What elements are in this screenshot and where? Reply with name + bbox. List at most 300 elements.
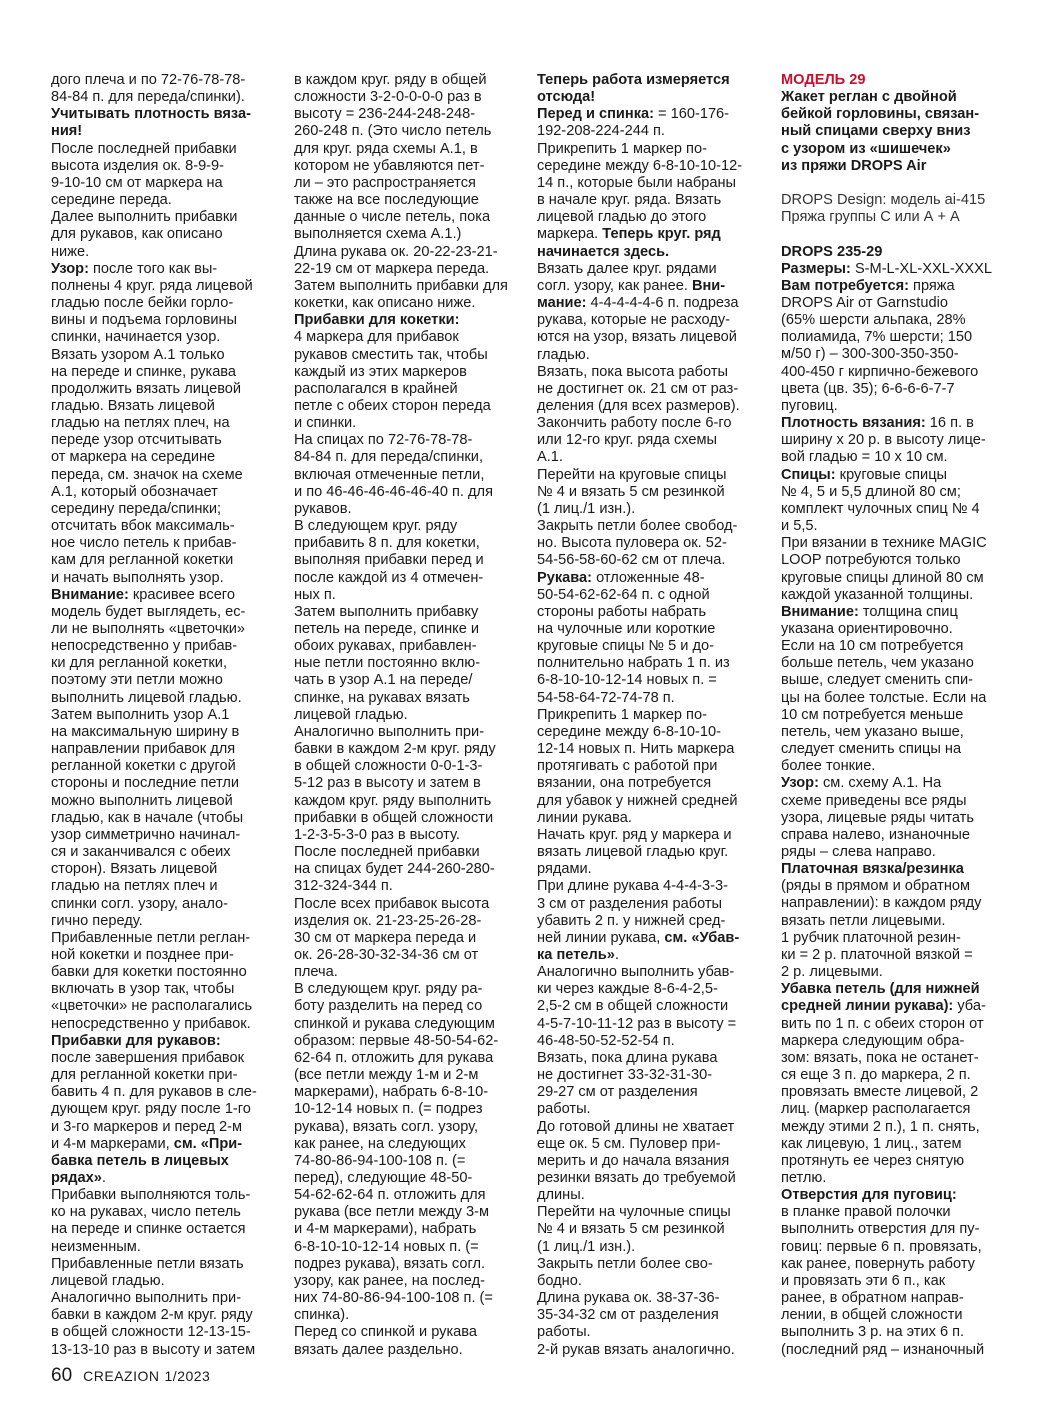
text-line xyxy=(537,827,761,844)
text-line xyxy=(294,432,518,449)
bold-text-run: Вни- xyxy=(691,277,726,294)
text-run: полнены 4 круг. ряда лицевой xyxy=(51,277,253,294)
text-line xyxy=(294,587,518,604)
text-run: прибавить 8 п. для кокетки, xyxy=(294,535,480,552)
text-line xyxy=(51,998,275,1015)
text-run: комплект чулочных спиц № 4 xyxy=(781,500,980,517)
text-line xyxy=(51,535,275,552)
text-run: гладью на петлях плеч, на xyxy=(51,415,230,432)
text-run: линии рукава. xyxy=(537,809,632,826)
text-line xyxy=(781,998,1013,1015)
text-line xyxy=(781,518,1013,535)
text-run: петель на переде, спинке и xyxy=(294,621,480,637)
text-run: боту разделить на перед со xyxy=(294,998,483,1015)
text-run: как лицевую, 1 лиц., затем xyxy=(781,1135,962,1152)
text-line xyxy=(51,827,275,844)
text-line xyxy=(51,158,275,175)
text-run: гладью. xyxy=(537,346,590,363)
text-line xyxy=(51,981,275,998)
text-line xyxy=(51,1204,275,1221)
text-run: вой гладью = 10 х 10 см. xyxy=(781,449,948,466)
text-run: круговые спицы длиной 80 см xyxy=(781,569,984,586)
text-line xyxy=(294,1136,518,1153)
text-line xyxy=(294,707,518,724)
text-run: Аналогично выполнить при- xyxy=(294,723,485,740)
design-info-text: DROPS Design: модель ai-415 xyxy=(781,192,986,209)
text-line xyxy=(781,158,1013,175)
text-line xyxy=(51,1324,275,1341)
text-line xyxy=(537,72,761,89)
text-line xyxy=(294,1084,518,1101)
text-run: Перейти на круговые спицы xyxy=(537,466,727,483)
text-line xyxy=(781,552,1013,569)
text-line xyxy=(537,1342,761,1359)
text-run: не достигнет 33-32-31-30- xyxy=(537,1067,713,1084)
text-run: № 4 и вязать 5 см резинкой xyxy=(537,483,725,500)
bold-text-run: бавка петель в лицевых xyxy=(51,1152,229,1169)
text-run: вить по 1 п. с обеих сторон от xyxy=(781,1015,984,1032)
text-line xyxy=(537,861,761,878)
text-line xyxy=(294,1256,518,1273)
text-line xyxy=(781,106,1013,123)
text-run: каждой указанной толщины. xyxy=(781,586,974,603)
text-run: А.1. xyxy=(537,449,563,466)
text-run: ли – это распространяется xyxy=(294,174,476,191)
text-line xyxy=(51,758,275,775)
text-line xyxy=(781,621,1013,638)
text-run: после завершения прибавок xyxy=(51,1049,245,1066)
text-run: круговые спицы № 5 и до- xyxy=(537,638,714,655)
text-run: бавки в каждом 2-м круг. ряду xyxy=(294,741,496,758)
text-run: маркера следующим обра- xyxy=(781,1032,965,1049)
text-run: образом: первые 48-50-54-62- xyxy=(294,1032,499,1049)
text-run: ся еще 3 п. до маркера, 2 п. xyxy=(781,1067,971,1084)
text-line xyxy=(781,1050,1013,1067)
bold-text-run: с узором из «шишечек» xyxy=(781,140,951,157)
text-line xyxy=(51,690,275,707)
text-line xyxy=(294,141,518,158)
text-line xyxy=(294,913,518,930)
text-run: ранее, в обратном направ- xyxy=(781,1290,964,1307)
text-line xyxy=(294,827,518,844)
text-line xyxy=(781,1101,1013,1118)
text-line xyxy=(537,964,761,981)
text-run: 312-324-344 п. xyxy=(294,878,393,895)
text-line xyxy=(781,1187,1013,1204)
text-line xyxy=(781,604,1013,621)
text-run: как ранее, повернуть работу xyxy=(781,1255,975,1272)
text-line xyxy=(51,381,275,398)
text-line xyxy=(51,913,275,930)
text-line xyxy=(537,467,761,484)
text-run: но. Высота пуловера ок. 52- xyxy=(537,535,727,552)
bold-text-run: Теперь работа измеряется xyxy=(537,72,730,88)
text-line xyxy=(781,123,1013,140)
text-run: Перейти на чулочные спицы xyxy=(537,1204,731,1221)
text-run: № 4, 5 и 5,5 длиной 80 см; xyxy=(781,483,961,500)
text-run: в общей сложности 12-13-15- xyxy=(51,1324,251,1341)
text-line xyxy=(781,346,1013,363)
text-run: В следующем круг. ряду xyxy=(294,518,458,535)
text-run: (1 лиц./1 изн.). xyxy=(537,1238,636,1255)
text-run: полнительно набрать 1 п. из xyxy=(537,655,730,672)
text-run: 5-12 раз в высоту и затем в xyxy=(294,775,481,792)
text-run: круговые спицы xyxy=(835,466,948,483)
text-run: ное число петель к прибав- xyxy=(51,535,237,552)
text-line xyxy=(294,861,518,878)
text-run: лицевой гладью. xyxy=(51,1272,165,1289)
text-run: 192-208-224-244 п. xyxy=(537,123,665,140)
text-run: на максимальную ширину в xyxy=(51,723,240,740)
text-run: ли не выполнять «цветочки» xyxy=(51,621,245,637)
text-line xyxy=(537,1153,761,1170)
text-run: еще ок. 5 см. Пуловер при- xyxy=(537,1135,721,1152)
text-run: больше петель, чем указано xyxy=(781,655,974,672)
page-footer xyxy=(51,1365,210,1387)
text-line xyxy=(781,1204,1013,1221)
text-run: Затем выполнить прибавки для xyxy=(294,277,508,294)
text-line xyxy=(781,1153,1013,1170)
text-line xyxy=(294,844,518,861)
text-run: 10 см потребуется меньше xyxy=(781,706,964,723)
text-line xyxy=(781,741,1013,758)
bold-text-run: начинается здесь. xyxy=(537,243,670,260)
text-line xyxy=(294,467,518,484)
text-run: перед), следующие 48-50- xyxy=(294,1170,473,1186)
text-run: узор симметрично начинал- xyxy=(51,826,241,843)
text-line xyxy=(781,1136,1013,1153)
text-line xyxy=(781,467,1013,484)
text-run: сторон). Вязать лицевой xyxy=(51,861,218,878)
text-run: в начале круг. ряда. Вязать xyxy=(537,192,722,209)
text-line xyxy=(51,432,275,449)
text-line xyxy=(51,1342,275,1359)
text-line xyxy=(294,244,518,261)
text-run: от маркера на середине xyxy=(51,449,216,466)
text-line xyxy=(51,192,275,209)
text-run: гично переду. xyxy=(51,912,143,929)
text-column-1 xyxy=(51,72,275,1359)
text-line xyxy=(537,1101,761,1118)
text-run: (1 лиц./1 изн.). xyxy=(537,500,636,517)
text-run: 29-27 см от разделения xyxy=(537,1084,698,1101)
text-run: 54-56-58-60-62 см от плеча. xyxy=(537,552,726,569)
text-line xyxy=(537,1239,761,1256)
magazine-name: CREAZION xyxy=(83,1368,160,1384)
text-run: бавки для кокетки постоянно xyxy=(51,964,247,981)
text-run: Длина рукава ок. 38-37-36- xyxy=(537,1290,720,1307)
text-line xyxy=(294,672,518,689)
text-run: резинки вязать до требуемой xyxy=(537,1170,736,1186)
text-run: 6-8-10-10-12-14 новых п. (= xyxy=(294,1238,479,1255)
text-run: и 5,5. xyxy=(781,518,818,535)
text-run: На спицах по 72-76-78-78- xyxy=(294,432,473,449)
text-line xyxy=(294,501,518,518)
text-line xyxy=(781,295,1013,312)
text-line xyxy=(51,398,275,415)
text-run: каждый из этих маркеров xyxy=(294,363,467,380)
text-run: цвета (цв. 35); 6-6-6-6-7-7 xyxy=(781,380,955,397)
text-run: более тонкие. xyxy=(781,758,876,775)
text-line xyxy=(781,947,1013,964)
text-run: 4-5-7-10-11-12 раз в высоту = xyxy=(537,1015,737,1032)
text-run: Вязать узором А.1 только xyxy=(51,346,225,363)
text-run: спинки, начинается узор. xyxy=(51,329,221,346)
text-line xyxy=(781,1239,1013,1256)
text-run: сложности 3-2-0-0-0-0 раз в xyxy=(294,89,482,106)
text-line xyxy=(781,381,1013,398)
bold-text-run: Рукава: xyxy=(537,569,593,586)
text-run: бодно. xyxy=(537,1272,582,1289)
text-line xyxy=(781,192,1013,209)
text-line xyxy=(781,913,1013,930)
text-line xyxy=(294,1067,518,1084)
text-line xyxy=(537,518,761,535)
text-run: и 4-м маркерами, xyxy=(51,1135,174,1152)
text-line xyxy=(51,1136,275,1153)
text-line xyxy=(781,1342,1013,1359)
text-run: выше, следует сменить спи- xyxy=(781,672,974,689)
text-run: гладью после бейки горло- xyxy=(51,295,234,312)
text-run: котором не убавляются пет- xyxy=(294,157,485,174)
issue-number: 1/2023 xyxy=(164,1368,211,1384)
text-run: продолжить вязать лицевой xyxy=(51,380,242,397)
text-run: для убавок у нижней средней xyxy=(537,792,738,809)
text-line xyxy=(781,1016,1013,1033)
text-run: № 4 и вязать 5 см резинкой xyxy=(537,1221,725,1238)
text-line xyxy=(51,295,275,312)
text-run: высоту = 236-244-248-248- xyxy=(294,106,476,123)
text-line xyxy=(537,672,761,689)
text-run: Закончить работу после 6-го xyxy=(537,415,732,432)
text-line xyxy=(537,501,761,518)
text-line xyxy=(294,1290,518,1307)
text-run: середине между 6-8-10-10- xyxy=(537,723,721,740)
bold-text-run: DROPS 235-29 xyxy=(781,243,883,260)
text-run: 16 п. в xyxy=(925,415,974,432)
text-line xyxy=(51,467,275,484)
text-run: . xyxy=(614,946,619,963)
bold-text-run: мание: xyxy=(537,295,587,312)
text-line xyxy=(781,810,1013,827)
text-line xyxy=(51,655,275,672)
text-line xyxy=(537,878,761,895)
text-line xyxy=(51,1050,275,1067)
text-run: 3 см от разделения работы xyxy=(537,895,723,912)
text-run: 10-12-14 новых п. (= подрез xyxy=(294,1101,483,1118)
text-run: 14 п., которые были набраны xyxy=(537,174,736,191)
text-run: бавки в каждом 2-м круг. ряду xyxy=(51,1307,253,1324)
text-run: следует сменить спицы на xyxy=(781,741,962,758)
text-line xyxy=(51,244,275,261)
text-line xyxy=(781,655,1013,672)
text-line xyxy=(537,1119,761,1136)
text-run: 62-64 п. отложить для рукава xyxy=(294,1049,494,1066)
text-line xyxy=(51,896,275,913)
text-run: После всех прибавок высота xyxy=(294,895,490,912)
text-run: подрез рукава), вязать согл. xyxy=(294,1255,486,1272)
bold-text-run: Учитывать плотность вяза- xyxy=(51,106,251,123)
text-line xyxy=(51,930,275,947)
text-run: на переде и спинке остается xyxy=(51,1221,246,1238)
text-line xyxy=(781,981,1013,998)
text-line xyxy=(51,364,275,381)
text-run: Если на 10 см потребуется xyxy=(781,638,964,655)
bold-text-run: Размеры: xyxy=(781,260,851,277)
text-line xyxy=(781,175,1013,192)
text-line xyxy=(294,175,518,192)
text-line xyxy=(781,1067,1013,1084)
text-run: 2 р. лицевыми. xyxy=(781,964,883,981)
bold-text-run: Вам потребуется: xyxy=(781,277,909,294)
text-run: 54-62-62-64 п. отложить для xyxy=(294,1187,486,1204)
text-line xyxy=(537,1273,761,1290)
text-line xyxy=(781,690,1013,707)
text-line xyxy=(51,775,275,792)
bold-text-run: Убавка петель (для нижней xyxy=(781,981,980,998)
text-line xyxy=(781,312,1013,329)
text-run: справа налево, изнаночные xyxy=(781,826,970,843)
text-line xyxy=(51,484,275,501)
text-run: включать в узор так, чтобы xyxy=(51,981,235,998)
text-run: для регланной кокетки при- xyxy=(51,1067,238,1084)
text-run: узора, лицевые ряды читать xyxy=(781,809,974,826)
text-line xyxy=(51,604,275,621)
text-line xyxy=(781,261,1013,278)
text-line xyxy=(537,844,761,861)
text-line xyxy=(781,484,1013,501)
text-line xyxy=(537,1170,761,1187)
text-line xyxy=(781,1290,1013,1307)
text-line xyxy=(781,449,1013,466)
text-line xyxy=(294,1016,518,1033)
text-line xyxy=(781,72,1013,89)
text-line xyxy=(537,896,761,913)
text-line xyxy=(781,930,1013,947)
text-run: (все петли между 1-м и 2-м xyxy=(294,1067,479,1084)
text-line xyxy=(294,1101,518,1118)
text-line xyxy=(537,312,761,329)
text-run: Прикрепить 1 маркер по- xyxy=(537,140,707,157)
text-line xyxy=(294,1050,518,1067)
text-line xyxy=(537,1307,761,1324)
text-line xyxy=(781,1170,1013,1187)
text-run: располагался в крайней xyxy=(294,380,458,397)
text-line xyxy=(294,364,518,381)
text-line xyxy=(51,707,275,724)
text-line xyxy=(294,878,518,895)
text-line xyxy=(537,158,761,175)
text-line xyxy=(781,1307,1013,1324)
bold-text-run: Внимание: xyxy=(51,586,129,603)
text-run: переде узор отсчитывать xyxy=(51,432,222,449)
text-line xyxy=(51,415,275,432)
text-line xyxy=(51,672,275,689)
text-run: До готовой длины не хватает xyxy=(537,1118,735,1135)
text-run: 12-14 новых п. Нить маркера xyxy=(537,741,735,758)
text-line xyxy=(537,930,761,947)
text-run: и по 46-46-46-46-46-40 п. для xyxy=(294,483,493,500)
text-run: Вязать, пока длина рукава xyxy=(537,1049,718,1066)
text-run: 2,5-2 см в общей сложности xyxy=(537,998,729,1015)
text-run: маркерами), набрать 6-8-10- xyxy=(294,1084,489,1101)
text-line xyxy=(294,123,518,140)
text-line xyxy=(51,793,275,810)
text-line xyxy=(537,1016,761,1033)
text-run: После последней прибавки xyxy=(51,140,237,157)
text-run: выполняя прибавки перед и xyxy=(294,552,484,569)
text-run: вины и подъема горловины xyxy=(51,312,238,329)
text-run: лении, в общей сложности xyxy=(781,1307,963,1324)
text-line xyxy=(294,896,518,913)
text-line xyxy=(51,1067,275,1084)
text-run: 54-58-64-72-74-78 п. xyxy=(537,689,675,706)
bold-text-run: Плотность вязания: xyxy=(781,415,926,432)
text-line xyxy=(51,106,275,123)
text-run: Перед со спинкой и рукава xyxy=(294,1324,477,1341)
text-run: ок. 26-28-30-32-34-36 см от xyxy=(294,946,479,963)
text-run: зом: вязать, пока не останет- xyxy=(781,1049,979,1066)
text-line xyxy=(781,415,1013,432)
text-run: ных п. xyxy=(294,586,336,603)
text-line xyxy=(294,278,518,295)
text-line xyxy=(51,638,275,655)
text-run: Затем выполнить узор А.1 xyxy=(51,706,230,723)
text-line xyxy=(781,1273,1013,1290)
text-run: рукавов сместить так, чтобы xyxy=(294,346,488,363)
text-run: выполняется схема А.1.) xyxy=(294,226,462,243)
text-run: 2-й рукав вязать аналогично. xyxy=(537,1341,735,1358)
text-line xyxy=(781,724,1013,741)
text-line xyxy=(294,690,518,707)
text-run: убавить 2 п. у нижней сред- xyxy=(537,912,726,929)
text-line xyxy=(294,604,518,621)
text-run: ко на рукавах, число петель xyxy=(51,1204,241,1221)
text-run: Закрыть петли более сво- xyxy=(537,1255,713,1272)
text-line xyxy=(537,295,761,312)
text-line xyxy=(51,844,275,861)
bold-text-run: Прибавки для рукавов: xyxy=(51,1032,221,1049)
text-line xyxy=(51,1273,275,1290)
text-line xyxy=(537,209,761,226)
text-run: Аналогично выполнить убав- xyxy=(537,964,735,981)
text-line xyxy=(781,1119,1013,1136)
text-line xyxy=(537,1136,761,1153)
text-run: Прикрепить 1 маркер по- xyxy=(537,706,707,723)
text-line xyxy=(51,261,275,278)
text-run: середину переда/спинки; xyxy=(51,500,222,517)
text-line xyxy=(294,415,518,432)
text-line xyxy=(51,329,275,346)
text-line xyxy=(537,690,761,707)
text-line xyxy=(537,1324,761,1341)
text-line xyxy=(537,226,761,243)
text-run: провязать вместе лицевой, 2 xyxy=(781,1084,979,1101)
bold-text-run: см. «При- xyxy=(173,1135,243,1152)
bold-text-run: ка петель» xyxy=(537,946,615,963)
text-run: вязать далее раздельно. xyxy=(294,1341,463,1358)
text-line xyxy=(294,226,518,243)
text-line xyxy=(537,1033,761,1050)
text-line xyxy=(294,1153,518,1170)
text-line xyxy=(294,570,518,587)
text-run: 4-4-4-4-4-6 п. подреза xyxy=(586,295,739,312)
text-run: 30 см от маркера переда и xyxy=(294,929,477,946)
bold-text-run: Теперь круг. ряд xyxy=(602,226,721,243)
text-run: см. схему А.1. На xyxy=(818,775,942,792)
text-line xyxy=(537,981,761,998)
text-run: ней линии рукава, xyxy=(537,929,665,946)
